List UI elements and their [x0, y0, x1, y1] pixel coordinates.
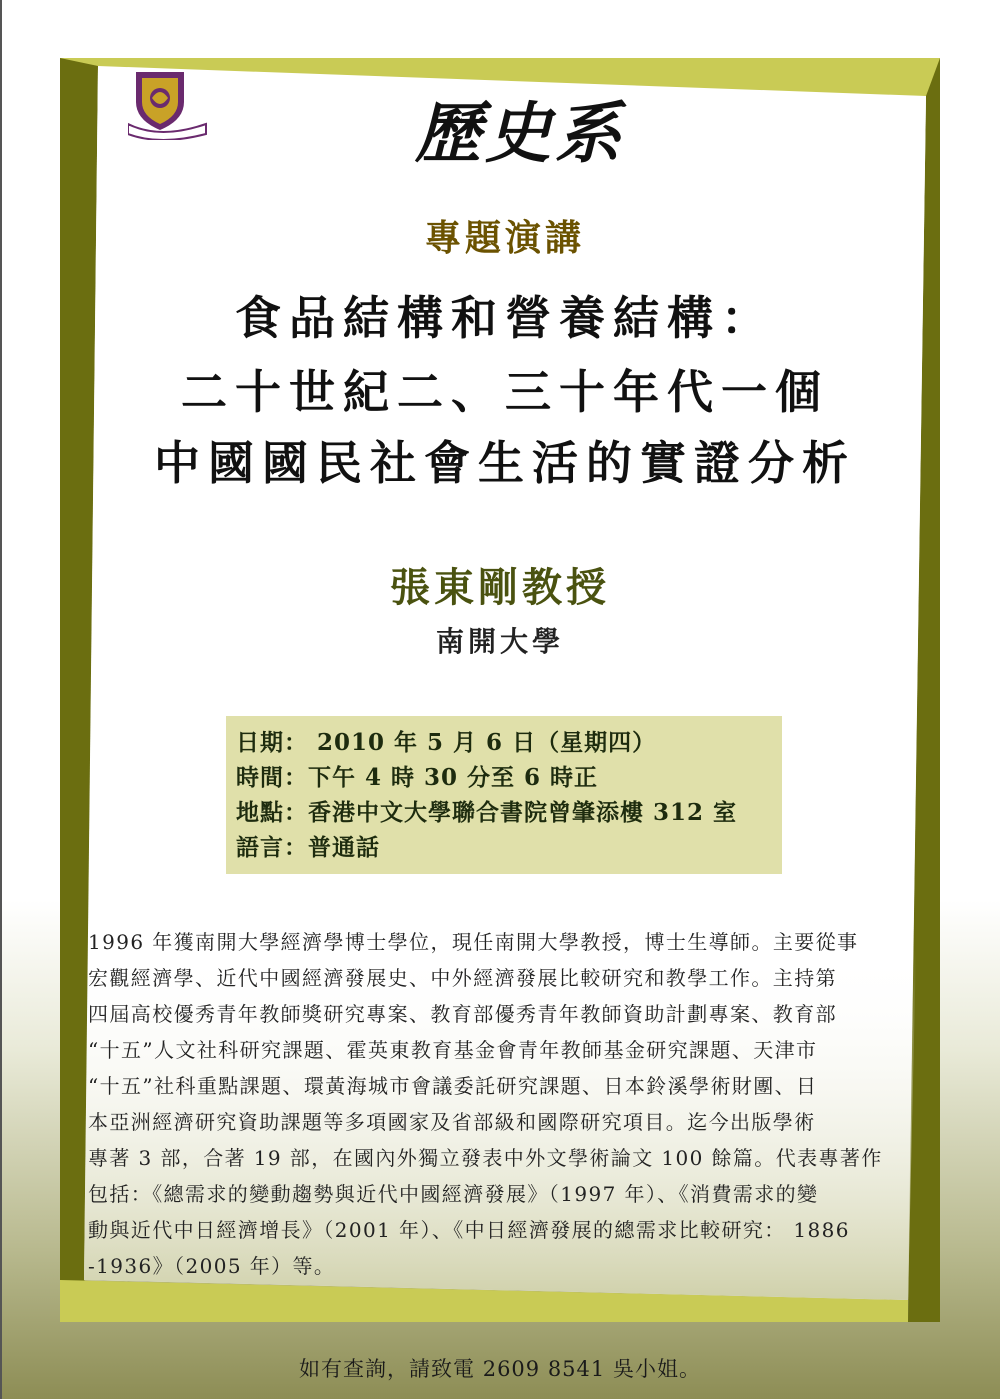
talk-title-line-2: 二十世紀二、三十年代一個	[181, 365, 829, 419]
contact-info: 如有查詢，請致電 2609 8541 吳小姐。	[299, 1357, 701, 1381]
bio-line: “十五”社科重點課題、環黃海城市會議委託研究課題、日本鈴溪學術財團、日	[88, 1074, 818, 1098]
event-time: 時間：下午 4 時 30 分至 6 時正	[236, 764, 599, 791]
university-crest-icon	[128, 68, 208, 140]
talk-title-line-1: 食品結構和營養結構：	[235, 291, 775, 345]
department-title: 歷史系	[415, 94, 625, 172]
event-language: 語言：普通話	[236, 834, 380, 861]
bio-line: “十五”人文社科研究課題、霍英東教育基金會青年教師基金研究課題、天津市	[88, 1038, 818, 1062]
event-type: 專題演講	[424, 217, 585, 259]
talk-title-line-3: 中國國民社會生活的實證分析	[154, 436, 856, 490]
bio-line: 宏觀經濟學、近代中國經濟發展史、中外經濟發展比較研究和教學工作。主持第	[88, 966, 837, 990]
speaker-affiliation: 南開大學	[435, 625, 564, 658]
speaker-name: 張東剛教授	[390, 564, 610, 611]
bio-line: 1996 年獲南開大學經濟學博士學位，現任南開大學教授，博士生導師。主要從事	[88, 930, 859, 954]
bio-line: 包括：《總需求的變動趨勢與近代中國經濟發展》（1997 年）、《消費需求的變	[88, 1182, 819, 1206]
bio-line: 四屆高校優秀青年教師獎研究專案、教育部優秀青年教師資助計劃專案、教育部	[88, 1002, 837, 1026]
bio-line: 動與近代中日經濟增長》（2001 年）、《中日經濟發展的總需求比較研究： 1886	[88, 1218, 850, 1242]
event-date: 日期： 2010 年 5 月 6 日（星期四）	[236, 729, 657, 756]
bio-line: 本亞洲經濟研究資助課題等多項國家及省部級和國際研究項目。迄今出版學術	[88, 1110, 816, 1134]
event-venue: 地點：香港中文大學聯合書院曾肇添樓 312 室	[236, 799, 738, 826]
bio-line: 專著 3 部，合著 19 部，在國內外獨立發表中外文學術論文 100 餘篇。代表專著作	[88, 1146, 883, 1170]
bio-line: -1936》（2005 年）等。	[88, 1254, 336, 1278]
